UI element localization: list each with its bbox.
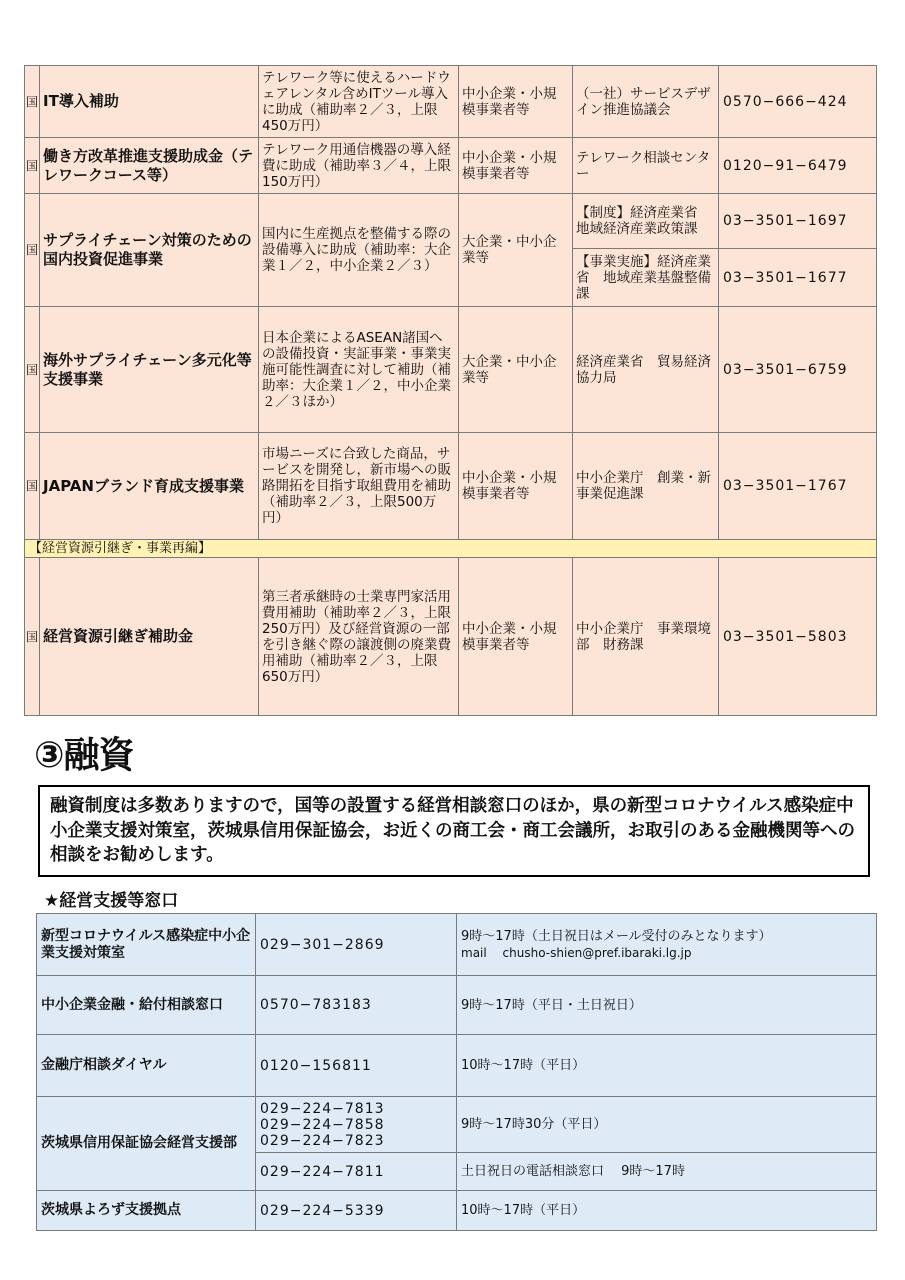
table-row bbox=[37, 914, 877, 976]
contact-hours: 土日祝日の電話相談窓口 9時～17時 bbox=[457, 1153, 877, 1191]
contact-org: 経済産業省 貿易経済協力局 bbox=[573, 307, 719, 433]
program-description: テレワーク等に使えるハードウェアレンタル含めITツール導入に助成（補助率２／３，上限450万円） bbox=[259, 66, 459, 138]
contact-org: テレワーク相談センター bbox=[573, 138, 719, 194]
program-description: 日本企業によるASEAN諸国への設備投資・実証事業・事業実施可能性調査に対して補助（補助率：大企業１／２，中小企業２／３ほか） bbox=[259, 307, 459, 433]
program-target: 中小企業・小規模事業者等 bbox=[459, 138, 573, 194]
table-row bbox=[25, 558, 877, 716]
national-mark: 国 bbox=[25, 307, 40, 433]
contact-phone: 029−224−5339 bbox=[256, 1191, 457, 1231]
contact-hours: 10時～17時（平日） bbox=[457, 1035, 877, 1097]
table-row bbox=[25, 194, 877, 249]
contact-table bbox=[36, 913, 877, 1231]
contact-phone: 0120−156811 bbox=[256, 1035, 457, 1097]
contact-phone: 0120−91−6479 bbox=[719, 138, 877, 194]
table-row bbox=[37, 1035, 877, 1097]
program-description: 国内に生産拠点を整備する際の設備導入に助成（補助率：大企業１／２，中小企業２／３） bbox=[259, 194, 459, 307]
contact-hours: 9時～17時30分（平日） bbox=[457, 1097, 877, 1153]
table-row bbox=[37, 976, 877, 1035]
contact-phone: 03−3501−5803 bbox=[719, 558, 877, 716]
hours-text: 9時～17時（土日祝日はメール受付のみとなります） bbox=[461, 928, 772, 944]
contact-phone: 029−224−7823 bbox=[260, 1132, 385, 1149]
contact-name: 金融庁相談ダイヤル bbox=[37, 1035, 256, 1097]
contact-phone-list bbox=[256, 1097, 457, 1153]
section-label: 【経営資源引継ぎ・事業再編】 bbox=[25, 540, 877, 558]
contact-name: 茨城県信用保証協会経営支援部 bbox=[37, 1097, 256, 1191]
program-description: 市場ニーズに合致した商品，サービスを開発し，新市場への販路開拓を目指す取組費用を補助（補助率２／３，上限500万円） bbox=[259, 433, 459, 540]
contact-email: mail chusho-shien@pref.ibaraki.lg.jp bbox=[461, 945, 692, 960]
subsidy-table bbox=[24, 65, 877, 716]
contact-phone: 029−301−2869 bbox=[256, 914, 457, 976]
contact-phone: 03−3501−1767 bbox=[719, 433, 877, 540]
program-target: 中小企業・小規模事業者等 bbox=[459, 558, 573, 716]
table-row bbox=[25, 66, 877, 138]
section-row bbox=[25, 540, 877, 558]
contact-phone: 0570−783183 bbox=[256, 976, 457, 1035]
contact-org: 【制度】経済産業省 地域経済産業政策課 bbox=[573, 194, 719, 249]
contact-phone: 03−3501−6759 bbox=[719, 307, 877, 433]
contact-org: 中小企業庁 創業・新事業促進課 bbox=[573, 433, 719, 540]
notice-box: 融資制度は多数ありますので，国等の設置する経営相談窓口のほか，県の新型コロナウイルス感染症中小企業支援対策室，茨城県信用保証協会，お近くの商工会・商工会議所，お取引のある金融機関等への相談をお勧めします。 bbox=[38, 785, 870, 877]
table-row bbox=[37, 1191, 877, 1231]
contact-name: 茨城県よろず支援拠点 bbox=[37, 1191, 256, 1231]
national-mark: 国 bbox=[25, 194, 40, 307]
program-target: 大企業・中小企業等 bbox=[459, 194, 573, 307]
table-row bbox=[25, 138, 877, 194]
national-mark: 国 bbox=[25, 558, 40, 716]
program-name: JAPANブランド育成支援事業 bbox=[40, 433, 259, 540]
program-description: テレワーク用通信機器の導入経費に助成（補助率３／４，上限150万円） bbox=[259, 138, 459, 194]
program-target: 中小企業・小規模事業者等 bbox=[459, 66, 573, 138]
program-name: 働き方改革推進支援助成金（テレワークコース等） bbox=[40, 138, 259, 194]
contact-org: 中小企業庁 事業環境部 財務課 bbox=[573, 558, 719, 716]
contact-org: （一社）サービスデザイン推進協議会 bbox=[573, 66, 719, 138]
table-row bbox=[25, 307, 877, 433]
contact-hours bbox=[457, 914, 877, 976]
national-mark: 国 bbox=[25, 138, 40, 194]
program-name: 経営資源引継ぎ補助金 bbox=[40, 558, 259, 716]
contact-name: 中小企業金融・給付相談窓口 bbox=[37, 976, 256, 1035]
program-target: 大企業・中小企業等 bbox=[459, 307, 573, 433]
contact-phone: 03−3501−1677 bbox=[719, 249, 877, 307]
contact-org: 【事業実施】経済産業省 地域産業基盤整備課 bbox=[573, 249, 719, 307]
contact-phone: 029−224−7813 bbox=[260, 1100, 385, 1117]
contact-phone: 03−3501−1697 bbox=[719, 194, 877, 249]
program-description: 第三者承継時の士業専門家活用費用補助（補助率２／３，上限250万円）及び経営資源の一部を引き継ぐ際の譲渡側の廃業費用補助（補助率２／３，上限650万円） bbox=[259, 558, 459, 716]
contact-hours: 10時～17時（平日） bbox=[457, 1191, 877, 1231]
contact-name: 新型コロナウイルス感染症中小企業支援対策室 bbox=[37, 914, 256, 976]
program-name: サプライチェーン対策のための国内投資促進事業 bbox=[40, 194, 259, 307]
section-heading: ③融資 bbox=[34, 735, 134, 776]
table-row bbox=[37, 1097, 877, 1153]
program-target: 中小企業・小規模事業者等 bbox=[459, 433, 573, 540]
program-name: 海外サプライチェーン多元化等支援事業 bbox=[40, 307, 259, 433]
contact-hours: 9時～17時（平日・土日祝日） bbox=[457, 976, 877, 1035]
national-mark: 国 bbox=[25, 66, 40, 138]
national-mark: 国 bbox=[25, 433, 40, 540]
table-row bbox=[25, 433, 877, 540]
contact-phone: 029−224−7858 bbox=[260, 1116, 385, 1133]
contact-phone: 0570−666−424 bbox=[719, 66, 877, 138]
contact-heading: ★経営支援等窓口 bbox=[44, 891, 179, 911]
contact-phone: 029−224−7811 bbox=[256, 1153, 457, 1191]
program-name: IT導入補助 bbox=[40, 66, 259, 138]
